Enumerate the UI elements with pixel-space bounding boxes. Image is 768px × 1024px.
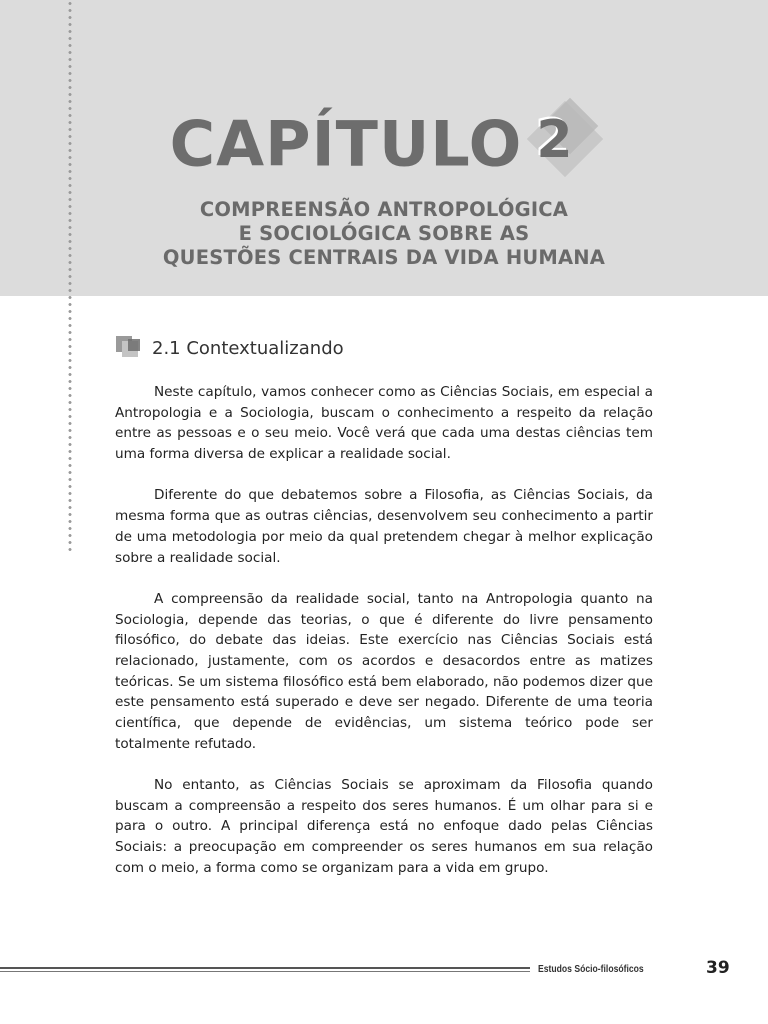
dotted-margin-line — [68, 0, 72, 552]
chapter-number: 2 — [536, 110, 573, 170]
page-number: 39 — [706, 958, 730, 978]
squares-icon — [116, 336, 142, 358]
subtitle-line: E SOCIOLÓGICA SOBRE AS — [238, 222, 530, 245]
paragraph: A compreensão da realidade social, tanto na Antropologia quanto na Sociologia, depende das teorias, o que é diferente do livre pensamento filosófico, do debate das ideias. Este exercício nas Ciências Sociais está relacionado, justamente, com os acordos e desacordos entre as matizes teóricas. Se um sistema filosófico está bem elaborado, não podemos dizer que este pensamento está superado e deve ser negado. Diferente de uma teoria científica, que depende de evidências, um sistema teórico pode ser totalmente refutado. — [115, 590, 653, 752]
subtitle-line: QUESTÕES CENTRAIS DA VIDA HUMANA — [162, 246, 606, 269]
chapter-number-badge — [528, 104, 598, 184]
paragraph: Diferente do que debatemos sobre a Filosofia, as Ciências Sociais, da mesma forma que as outras ciências, desenvolvem seu conhecimento a partir de uma metodologia por meio da qual pretendem chegar à melhor explicação sobre a realidade social. — [115, 487, 653, 566]
paragraph: No entanto, as Ciências Sociais se aproximam da Filosofia quando buscam a compreensão a respeito dos seres humanos. É um olhar para si e para o outro. A principal diferença está no enfoque dado pelas Ciências Sociais: a preocupação em compreender os seres humanos em sua relação com o meio, a forma como se organizam para a vida em grupo. — [115, 777, 653, 876]
section-title: 2.1 Contextualizando — [152, 338, 344, 359]
body-text — [115, 382, 653, 899]
footer-rule — [0, 966, 530, 974]
chapter-subtitle — [0, 198, 768, 270]
chapter-title — [0, 104, 768, 184]
footer-book-title: Estudos Sócio-filosóficos — [538, 963, 644, 975]
paragraph: Neste capítulo, vamos conhecer como as Ciências Sociais, em especial a Antropologia e a Sociologia, buscam o conhecimento a respeito da relação entre as pessoas e o seu meio. Você verá que cada uma destas ciências tem uma forma diversa de explicar a realidade social. — [115, 384, 653, 463]
chapter-word: CAPÍTULO — [169, 107, 523, 181]
subtitle-line: COMPREENSÃO ANTROPOLÓGICA — [199, 198, 569, 221]
